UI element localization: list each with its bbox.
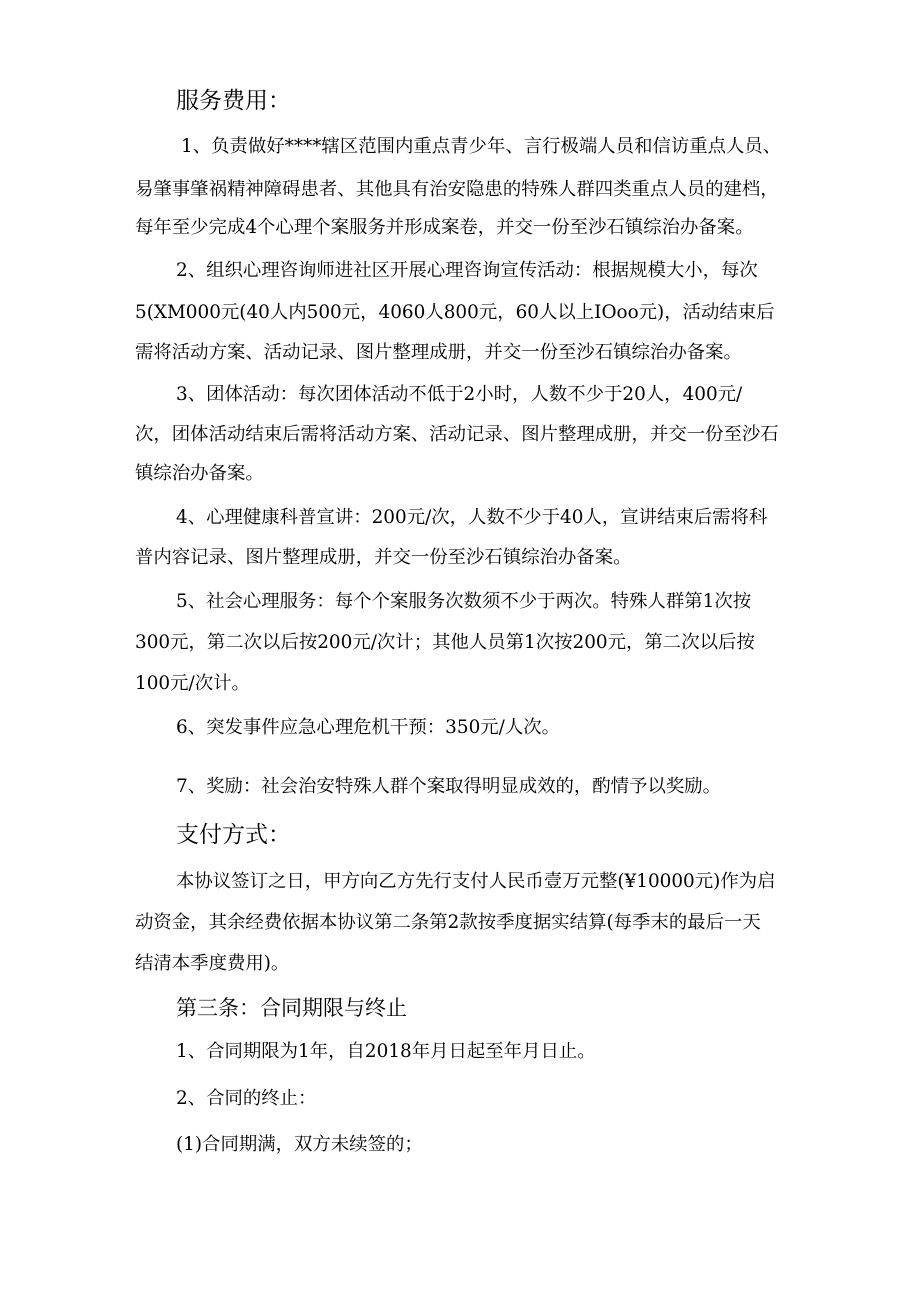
paragraph-line: 普内容记录、图片整理成册，并交一份至沙石镇综治办备案。: [135, 547, 632, 568]
paragraph-line: 次，团体活动结束后需将活动方案、活动记录、图片整理成册，并交一份至沙石: [135, 424, 779, 445]
term-item-1: 1、合同期限为1年，自2018年月日起至年月日止。: [176, 1041, 596, 1062]
paragraph-line: 3、团体活动：每次团体活动不低于2小时，人数不少于20人，400元/: [176, 384, 743, 405]
term-item-2: 2、合同的终止：: [176, 1088, 317, 1109]
paragraph-line: 4、心理健康科普宣讲：200元/次，人数不少于40人，宣讲结束后需将科: [176, 507, 768, 528]
paragraph-line: 5(XM000元(40人内500元，4060人800元，60人以上IOoo元)，活动结束后: [135, 302, 775, 323]
section-heading-article-three: 第三条：合同期限与终止: [176, 996, 407, 1020]
paragraph-line: 2、组织心理咨询师进社区开展心理咨询宣传活动：根据规模大小，每次: [176, 260, 758, 281]
paragraph-line: 结清本季度费用)。: [135, 953, 290, 974]
paragraph-line: 需将活动方案、活动记录、图片整理成册，并交一份至沙石镇综治办备案。: [135, 342, 742, 363]
paragraph-line: 1、负责做好****辖区范围内重点青少年、言行极端人员和信访重点人员、: [181, 136, 782, 157]
paragraph-line: 易肇事肇祸精神障碍患者、其他具有治安隐患的特殊人群四类重点人员的建档，: [135, 179, 779, 200]
paragraph-line: 动资金，其余经费依据本协议第二条第2款按季度据实结算(每季末的最后一天: [135, 912, 761, 933]
term-subitem-1: (1)合同期满，双方未续签的；: [176, 1134, 423, 1155]
paragraph-line: 300元，第二次以后按200元/次计；其他人员第1次按200元，第二次以后按: [135, 632, 755, 653]
paragraph-line: 每年至少完成4个心理个案服务并形成案卷，并交一份至沙石镇综治办备案。: [135, 217, 754, 238]
paragraph-line: 6、突发事件应急心理危机干预：350元/人次。: [176, 717, 561, 738]
paragraph-line: 7、奖励：社会治安特殊人群个案取得明显成效的，酌情予以奖励。: [176, 776, 722, 797]
section-heading-payment-method: 支付方式：: [176, 822, 291, 848]
paragraph-line: 镇综治办备案。: [135, 463, 264, 484]
paragraph-line: 100元/次计。: [135, 673, 250, 694]
section-heading-service-fees: 服务费用：: [176, 88, 291, 114]
paragraph-line: 本协议签订之日，甲方向乙方先行支付人民币壹万元整(¥10000元)作为启: [176, 871, 776, 892]
paragraph-line: 5、社会心理服务：每个个案服务次数须不少于两次。特殊人群第1次按: [176, 591, 752, 612]
